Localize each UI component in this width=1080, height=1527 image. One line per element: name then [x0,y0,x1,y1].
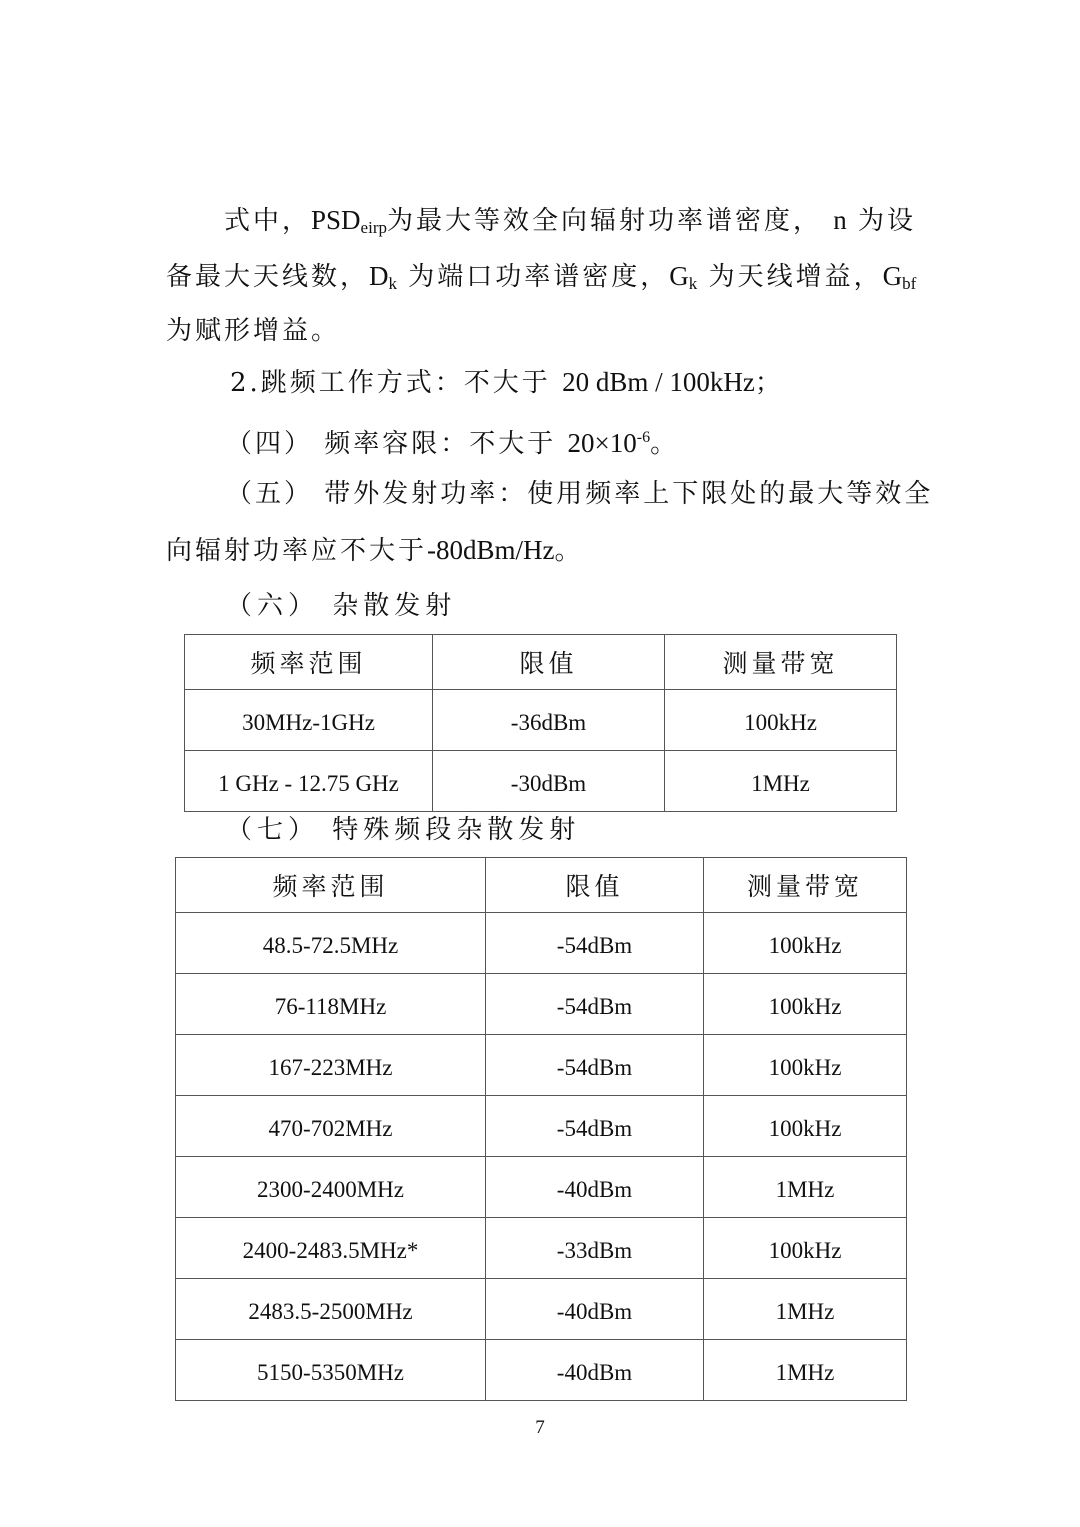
table-row [176,913,907,974]
cell-frequency-range: 167-223MHz [176,1035,486,1096]
table-row [176,1218,907,1279]
table-row [185,690,897,751]
cell-bandwidth: 100kHz [704,1218,907,1279]
paragraph-line-3 [0,311,1080,351]
text-segment: 。 [554,536,584,566]
cell-bandwidth: 100kHz [704,913,907,974]
special-band-heading: （七） 特殊频段杂散发射 [226,815,581,845]
cell-bandwidth: 1MHz [665,751,897,812]
cell-limit: -40dBm [486,1279,704,1340]
cell-frequency-range: 76-118MHz [176,974,486,1035]
cell-limit: -54dBm [486,1096,704,1157]
cell-limit: -36dBm [433,690,665,751]
table-row [176,1157,907,1218]
cell-limit: -30dBm [433,751,665,812]
header-bandwidth: 测量带宽 [665,635,897,690]
text-segment: （四） 频率容限：不大于 [226,429,557,459]
cell-bandwidth: 100kHz [704,1096,907,1157]
frequency-hopping-line [0,362,1080,403]
paragraph-line-2 [0,256,1080,304]
spurious-emission-heading: （六） 杂散发射 [226,591,457,621]
cell-limit: -33dBm [486,1218,704,1279]
hopping-value: 20 dBm / 100kHz [562,367,755,397]
table-row [176,974,907,1035]
out-of-band-value: -80dBm/Hz [427,535,555,565]
cell-bandwidth: 1MHz [704,1279,907,1340]
text-segment: 为天线增益， [708,262,883,292]
cell-bandwidth: 100kHz [704,1035,907,1096]
out-of-band-line-1 [0,474,1080,514]
text-segment: ； [754,368,784,398]
out-of-band-line-2 [0,530,1080,571]
cell-limit: -40dBm [486,1157,704,1218]
page-number: 7 [535,1417,545,1438]
d-subscript: k [388,274,398,293]
table-row [176,1035,907,1096]
table-row [185,751,897,812]
paragraph-line-1 [0,200,1080,248]
cell-bandwidth: 1MHz [704,1157,907,1218]
psd-subscript: eirp [360,218,387,237]
cell-frequency-range: 2483.5-2500MHz [176,1279,486,1340]
text-segment: 2.跳频工作方式：不大于 [230,368,551,398]
text-segment: 为设 [858,206,917,236]
text-segment: 式中， [224,206,312,236]
table-header-row [185,635,897,690]
cell-limit: -54dBm [486,913,704,974]
cell-limit: -40dBm [486,1340,704,1401]
text-segment: （五） 带外发射功率：使用频率上下限处的最大等效全 [226,479,934,509]
cell-limit: -54dBm [486,974,704,1035]
text-segment: 为赋形增益。 [166,316,341,346]
gbf-symbol: G [882,261,903,291]
cell-frequency-range: 1 GHz - 12.75 GHz [185,751,433,812]
cell-frequency-range: 470-702MHz [176,1096,486,1157]
frequency-tolerance-line [0,418,1080,464]
table-row [176,1279,907,1340]
cell-bandwidth: 100kHz [665,690,897,751]
cell-limit: -54dBm [486,1035,704,1096]
g-subscript: k [688,274,698,293]
n-symbol: n [833,205,847,235]
special-band-table [175,857,907,1401]
header-frequency-range: 频率范围 [185,635,433,690]
header-frequency-range: 频率范围 [176,858,486,913]
header-limit: 限值 [486,858,704,913]
cell-frequency-range: 48.5-72.5MHz [176,913,486,974]
cell-bandwidth: 1MHz [704,1340,907,1401]
header-limit: 限值 [433,635,665,690]
tolerance-value: 20×10 [567,428,637,458]
text-segment: 为最大等效全向辐射功率谱密度， [386,206,822,236]
g-symbol: G [669,261,689,291]
cell-frequency-range: 30MHz-1GHz [185,690,433,751]
psd-symbol: PSD [311,205,361,235]
header-bandwidth: 测量带宽 [704,858,907,913]
text-segment: 。 [650,429,680,459]
table-header-row [176,858,907,913]
cell-bandwidth: 100kHz [704,974,907,1035]
tolerance-exponent: -6 [636,429,651,446]
cell-frequency-range: 2400-2483.5MHz* [176,1218,486,1279]
table-row [176,1340,907,1401]
text-segment: 为端口功率谱密度， [408,262,670,292]
cell-frequency-range: 5150-5350MHz [176,1340,486,1401]
text-segment: 备最大天线数， [166,262,370,292]
text-segment: 向辐射功率应不大于 [166,536,428,566]
table-row [176,1096,907,1157]
cell-frequency-range: 2300-2400MHz [176,1157,486,1218]
gbf-subscript: bf [902,274,917,293]
spurious-emission-table [184,634,897,812]
d-symbol: D [369,261,389,291]
